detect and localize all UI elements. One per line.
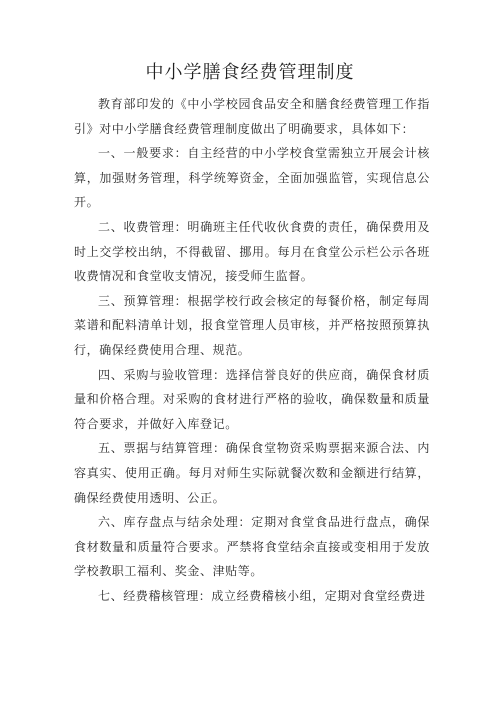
section-general-requirements: 一、一般要求：自主经营的中小学校食堂需独立开展会计核算，加强财务管理，科学统筹资金，全面加强监管，实现信息公开。 [74, 146, 430, 210]
section-audit-management: 七、经费稽核管理：成立经费稽核小组，定期对食堂经费进 [98, 588, 426, 603]
document-title: 中小学膳食经费管理制度 [145, 62, 355, 83]
document-body [74, 92, 430, 608]
section-fee-management: 二、收费管理：明确班主任代收伙食费的责任，确保费用及时上交学校出纳，不得截留、挪用。每月在食堂公示栏公示各班收费情况和食堂收支情况，接受师生监督。 [74, 219, 430, 284]
section-receipts-settlement: 五、票据与结算管理：确保食堂物资采购票据来源合法、内容真实、使用正确。每月对师生实际就餐次数和金额进行结算，确保经费使用透明、公正。 [74, 441, 430, 505]
section-inventory-surplus: 六、库存盘点与结余处理：定期对食堂食品进行盘点，确保食材数量和质量符合要求。严禁将食堂结余直接或变相用于发放学校教职工福利、奖金、津贴等。 [74, 515, 430, 579]
section-procurement-acceptance: 四、采购与验收管理：选择信誉良好的供应商，确保食材质量和价格合理。对采购的食材进行严格的验收，确保数量和质量符合要求，并做好入库登记。 [74, 367, 430, 431]
intro-paragraph: 教育部印发的《中小学校园食品安全和膳食经费管理工作指引》对中小学膳食经费管理制度做出了明确要求，具体如下： [74, 97, 430, 136]
section-budget-management: 三、预算管理：根据学校行政会核定的每餐价格，制定每周菜谱和配料清单计划，报食堂管理人员审核，并严格按照预算执行，确保经费使用合理、规范。 [74, 293, 430, 357]
